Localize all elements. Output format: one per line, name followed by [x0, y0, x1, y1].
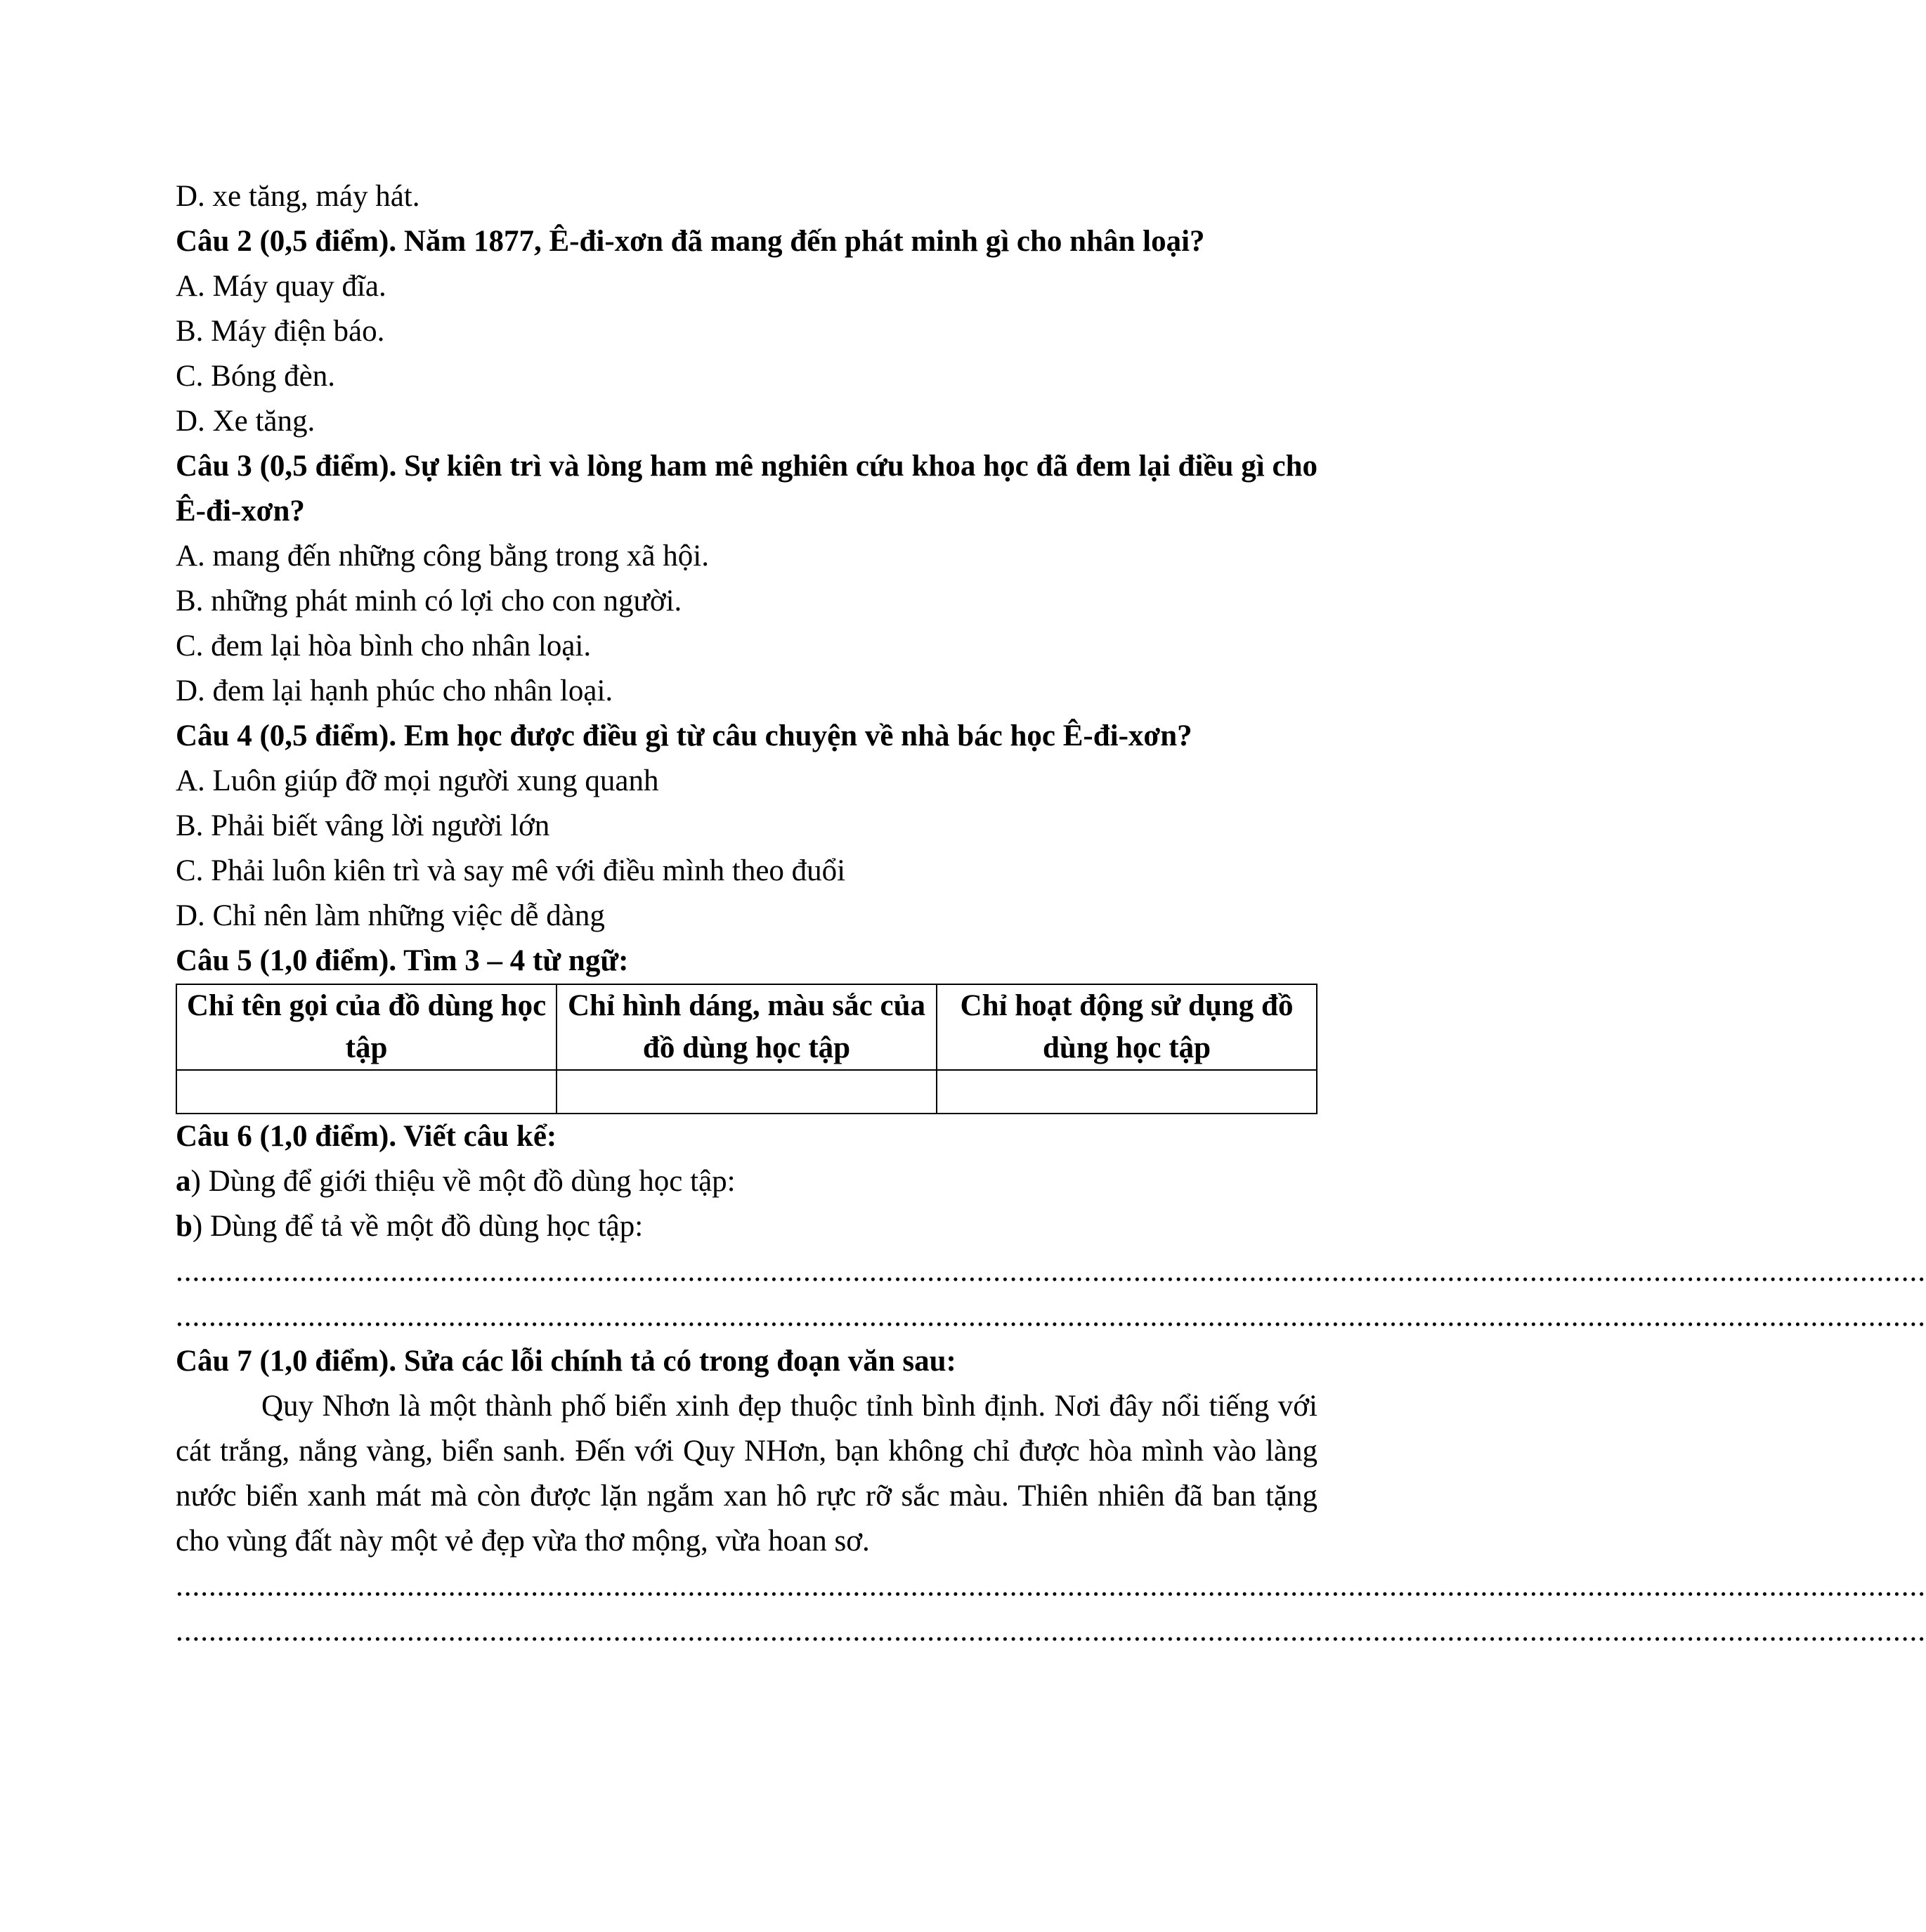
question-6-title: Câu 6 (1,0 điểm). Viết câu kể: [176, 1120, 557, 1153]
table-answer-row [176, 1070, 1317, 1114]
q6-part-b [176, 1204, 1317, 1249]
q3-option-c: C. đem lại hòa bình cho nhân loại. [176, 629, 592, 663]
document-page [176, 174, 1926, 1654]
q3-option-a: A. mang đến những công bằng trong xã hội. [176, 540, 709, 573]
q7-paragraph: Quy Nhơn là một thành phố biển xinh đẹp thuộc tỉnh bình định. Nơi đây nổi tiếng với cát trắng, nắng vàng, biển sanh. Đến với Quy NHơn, bạn không chỉ được hòa mình vào làng nước biển xanh mát mà còn được lặn ngắm xan hô rực rỡ sắc màu. Thiên nhiên đã ban tặng cho vùng đất này một vẻ đẹp vừa thơ mộng, vừa hoan sơ. [176, 1390, 1317, 1558]
answer-cell-activity[interactable] [937, 1070, 1317, 1114]
q3-option-b: B. những phát minh có lợi cho con người. [176, 585, 682, 618]
q3-option-d: D. đem lại hạnh phúc cho nhân loại. [176, 674, 613, 707]
table-header-name: Chỉ tên gọi của đồ dùng học tập [176, 984, 557, 1070]
q4-option-c: C. Phải luôn kiên trì và say mê với điều mình theo đuổi [176, 854, 846, 887]
q6-part-b-label: b [176, 1210, 193, 1243]
question-7-title: Câu 7 (1,0 điểm). Sửa các lỗi chính tả có trong đoạn văn sau: [176, 1345, 956, 1378]
question-3-title: Câu 3 (0,5 điểm). Sự kiên trì và lòng ham mê nghiên cứu khoa học đã đem lại điều gì cho Ê-đi-xơn? [176, 450, 1317, 528]
answer-cell-shape-color[interactable] [557, 1070, 937, 1114]
vocabulary-table [176, 984, 1317, 1114]
q6-part-a [176, 1159, 1317, 1204]
q2-option-b: B. Máy điện báo. [176, 315, 385, 348]
q6-part-a-text: ) Dùng để giới thiệu về một đồ dùng học tập: [190, 1165, 736, 1198]
q4-option-a: A. Luôn giúp đỡ mọi người xung quanh [176, 764, 659, 797]
question-4-title: Câu 4 (0,5 điểm). Em học được điều gì từ câu chuyện về nhà bác học Ê-đi-xơn? [176, 719, 1192, 752]
q2-option-a: A. Máy quay đĩa. [176, 270, 386, 303]
q2-option-c: C. Bóng đèn. [176, 360, 335, 393]
answer-cell-name[interactable] [176, 1070, 557, 1114]
q7-answer-line-1[interactable]: .................................................................................................................................................................................................................... [176, 1569, 1926, 1603]
q1-option-d: D. xe tăng, máy hát. [176, 180, 420, 213]
table-header-row [176, 984, 1317, 1070]
question-5-title: Câu 5 (1,0 điểm). Tìm 3 – 4 từ ngữ: [176, 944, 629, 977]
q6-part-a-label: a [176, 1165, 191, 1198]
table-header-activity: Chỉ hoạt động sử dụng đồ dùng học tập [937, 984, 1317, 1070]
q6-answer-line-2[interactable]: .................................................................................................................................................................................................................... [176, 1300, 1926, 1333]
question-2-title: Câu 2 (0,5 điểm). Năm 1877, Ê-đi-xơn đã mang đến phát minh gì cho nhân loại? [176, 225, 1205, 258]
table-header-shape-color: Chỉ hình dáng, màu sắc của đồ dùng học tập [557, 984, 937, 1070]
q6-answer-line-1[interactable]: .................................................................................................................................................................................................................... [176, 1255, 1926, 1288]
q7-answer-line-2[interactable]: .................................................................................................................................................................................................................... [176, 1614, 1926, 1647]
q2-option-d: D. Xe tăng. [176, 405, 315, 438]
q4-option-d: D. Chỉ nên làm những việc dễ dàng [176, 899, 605, 932]
q6-part-b-text: ) Dùng để tả về một đồ dùng học tập: [192, 1210, 644, 1243]
q4-option-b: B. Phải biết vâng lời người lớn [176, 809, 550, 842]
